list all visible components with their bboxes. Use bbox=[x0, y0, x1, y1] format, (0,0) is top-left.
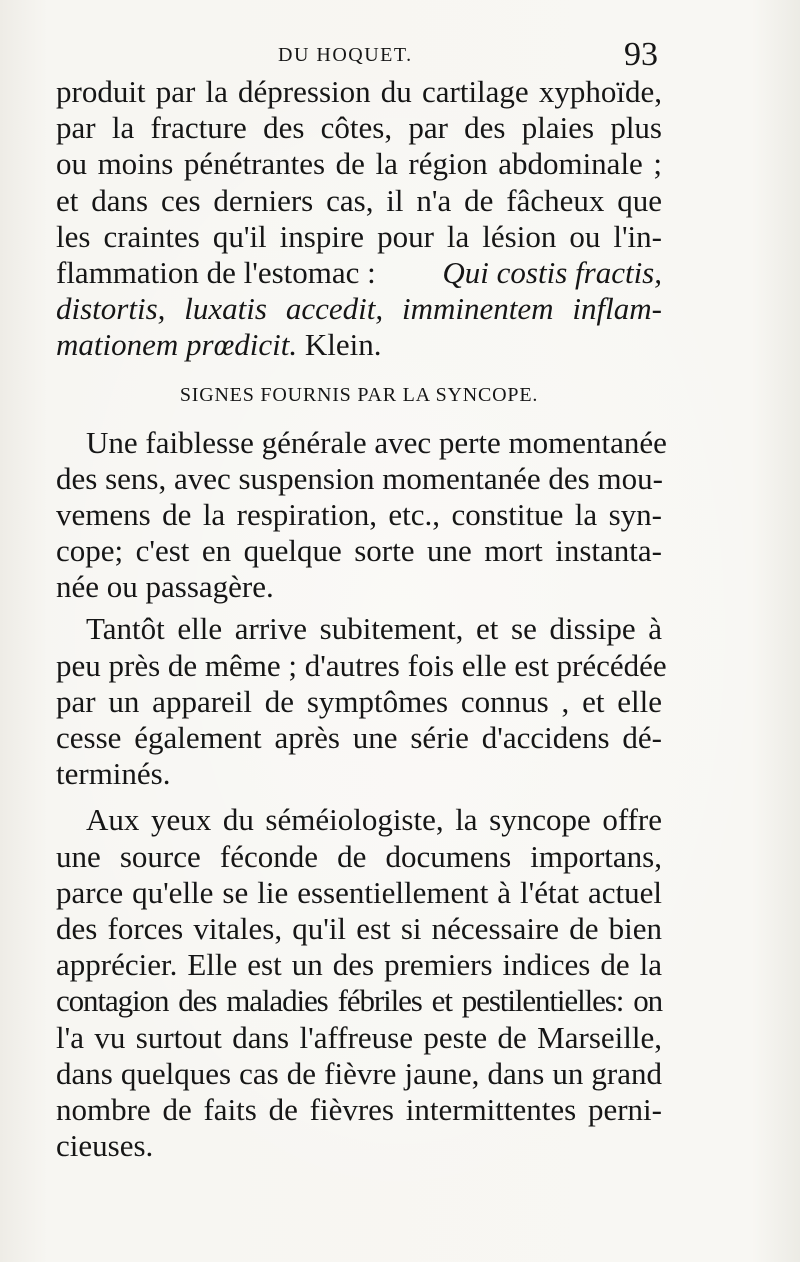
latin-quote: mationem prœdicit. bbox=[56, 327, 298, 363]
text-line: apprécier. Elle est un des premiers indices de la bbox=[56, 947, 662, 983]
quote-closing-line bbox=[56, 327, 662, 363]
text-line: cesse également après une série d'accidens dé- bbox=[56, 720, 662, 755]
page-number: 93 bbox=[624, 36, 658, 73]
text-line: des sens, avec suspension momentanée des mou- bbox=[56, 460, 663, 496]
text-line: une source féconde de documens importans, bbox=[56, 838, 662, 874]
paragraph-3 bbox=[56, 611, 667, 792]
text-line: dans quelques cas de fièvre jaune, dans un grand bbox=[56, 1055, 662, 1091]
latin-quote: Qui costis fractis, bbox=[442, 254, 662, 290]
text-line: cieuses. bbox=[56, 1128, 154, 1164]
text-line: et dans ces derniers cas, il n'a de fâcheux que bbox=[56, 182, 662, 218]
text-line: née ou passagère. bbox=[56, 569, 274, 605]
quote-author: Klein. bbox=[304, 327, 382, 363]
text-line: nombre de faits de fièvres intermittentes perni- bbox=[56, 1091, 662, 1127]
section-heading: SIGNES FOURNIS PAR LA SYNCOPE. bbox=[179, 383, 539, 406]
running-title: DU HOQUET. bbox=[278, 44, 413, 66]
paragraph-1 bbox=[56, 74, 662, 364]
text-block bbox=[56, 74, 667, 1164]
text-line: terminés. bbox=[56, 756, 171, 792]
text-line: parce qu'elle se lie essentiellement à l'état actuel bbox=[56, 874, 662, 910]
text-line: par la fracture des côtes, par des plaies plus bbox=[56, 110, 662, 146]
text-line: des forces vitales, qu'il est si nécessaire de bien bbox=[56, 910, 662, 946]
running-head bbox=[60, 36, 658, 76]
text-line: l'a vu surtout dans l'affreuse peste de Marseille, bbox=[56, 1019, 662, 1055]
text-line: les craintes qu'il inspire pour la lésion ou l'in- bbox=[56, 218, 662, 254]
text-line: vemens de la respiration, etc., constitue la syn- bbox=[56, 496, 662, 532]
text-line-with-quote bbox=[56, 255, 662, 291]
text-line: ou moins pénétrantes de la région abdominale ; bbox=[56, 146, 662, 182]
text-line: peu près de même ; d'autres fois elle est précédée bbox=[56, 647, 667, 683]
text-line: flammation de l'estomac : bbox=[56, 254, 376, 290]
text-line: Aux yeux du séméiologiste, la syncope offre bbox=[86, 802, 662, 838]
paragraph-gap bbox=[56, 792, 662, 802]
text-line: contagion des maladies fébriles et pestilentielles: on bbox=[56, 983, 662, 1019]
text-line: cope; c'est en quelque sorte une mort instanta- bbox=[56, 533, 662, 569]
text-line: par un appareil de symptômes connus , et elle bbox=[56, 683, 662, 719]
text-line: Une faiblesse générale avec perte momentanée bbox=[86, 424, 667, 460]
text-line: produit par la dépression du cartilage xyphoïde, bbox=[56, 74, 662, 109]
paragraph-2 bbox=[56, 424, 667, 606]
latin-quote: distortis, luxatis accedit, imminentem inflam- bbox=[56, 291, 662, 327]
text-line: Tantôt elle arrive subitement, et se dissipe à bbox=[86, 611, 662, 647]
paragraph-4 bbox=[56, 802, 662, 1164]
